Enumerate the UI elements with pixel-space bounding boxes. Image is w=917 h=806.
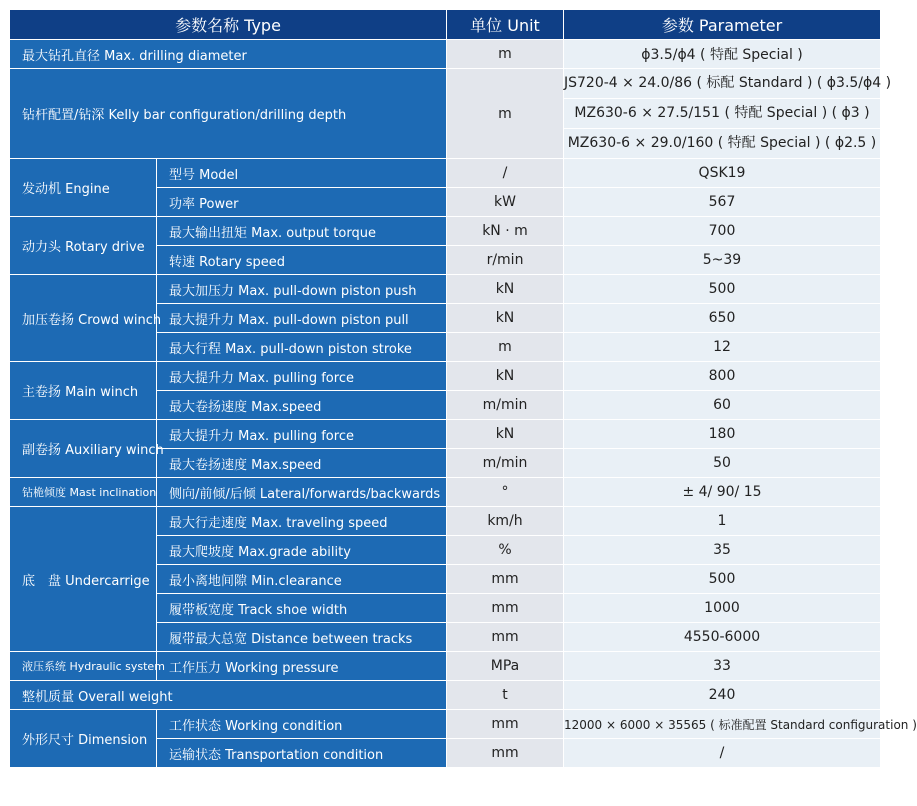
unit-cell: m/min (447, 391, 564, 420)
value-cell: ± 4/ 90/ 15 (564, 478, 881, 507)
row-label-engine: 发动机 Engine (10, 159, 157, 217)
row-label-kelly-bar: 钻杆配置/钻深 Kelly bar configuration/drilling depth (10, 69, 447, 159)
value-cell: 700 (564, 217, 881, 246)
table-row (10, 507, 881, 536)
unit-cell: km/h (447, 507, 564, 536)
value-cell: 60 (564, 391, 881, 420)
table-row (10, 275, 881, 304)
table-row (10, 478, 881, 507)
sub-label-transportation-condition: 运输状态 Transportation condition (157, 739, 447, 768)
sub-label-track-distance: 履带最大总宽 Distance between tracks (157, 623, 447, 652)
row-label-overall-weight: 整机质量 Overall weight (10, 681, 447, 710)
sub-label-power: 功率 Power (157, 188, 447, 217)
value-cell: 567 (564, 188, 881, 217)
kelly-value-3: MZ630-6 × 29.0/160 ( 特配 Special ) ( ϕ2.5 ) (567, 135, 877, 151)
header-unit: 单位 Unit (447, 10, 564, 40)
unit-cell: r/min (447, 246, 564, 275)
value-cell: 4550-6000 (564, 623, 881, 652)
value-cell: 12000 × 6000 × 35565 ( 标准配置 Standard configuration ) (564, 710, 881, 739)
kelly-values (564, 69, 892, 159)
sub-label-inclination: 侧向/前倾/后倾 Lateral/forwards/backwards (157, 478, 447, 507)
value-cell: 50 (564, 449, 881, 478)
unit-cell: mm (447, 565, 564, 594)
sub-label-pulling-force: 最大提升力 Max. pulling force (157, 420, 447, 449)
table-row (10, 362, 881, 391)
unit-cell: kN (447, 275, 564, 304)
row-label-dimension: 外形尺寸 Dimension (10, 710, 157, 768)
header-type: 参数名称 Type (10, 10, 447, 40)
unit-cell: m (447, 333, 564, 362)
sub-label-grade-ability: 最大爬坡度 Max.grade ability (157, 536, 447, 565)
table-row (10, 652, 881, 681)
unit-cell: mm (447, 710, 564, 739)
header-row (10, 10, 881, 40)
value-cell: 1 (564, 507, 881, 536)
unit-cell: kW (447, 188, 564, 217)
sub-label-working-pressure: 工作压力 Working pressure (157, 652, 447, 681)
unit-cell: mm (447, 594, 564, 623)
table-row (10, 159, 881, 188)
value-cell: 650 (564, 304, 881, 333)
sub-label-model: 型号 Model (157, 159, 447, 188)
sub-label-track-shoe: 履带板宽度 Track shoe width (157, 594, 447, 623)
header-parameter: 参数 Parameter (564, 10, 881, 40)
sub-label-stroke: 最大行程 Max. pull-down piston stroke (157, 333, 447, 362)
unit-cell: m (447, 69, 564, 159)
row-label-mast-inclination: 钻桅倾度 Mast inclination (10, 478, 157, 507)
table-row (10, 710, 881, 739)
row-label-hydraulic-system: 液压系统 Hydraulic system (10, 652, 157, 681)
sub-label-travel-speed: 最大行走速度 Max. traveling speed (157, 507, 447, 536)
unit-cell: mm (447, 623, 564, 652)
row-label-main-winch: 主卷扬 Main winch (10, 362, 157, 420)
value-cell: 1000 (564, 594, 881, 623)
table-row (10, 40, 881, 69)
value-cell: 180 (564, 420, 881, 449)
unit-cell: kN (447, 420, 564, 449)
value-cell: 5~39 (564, 246, 881, 275)
row-label-undercarriage: 底 盘 Undercarrige (10, 507, 157, 652)
sub-label-pull: 最大提升力 Max. pull-down piston pull (157, 304, 447, 333)
row-label-auxiliary-winch: 副卷扬 Auxiliary winch (10, 420, 157, 478)
unit-cell: kN · m (447, 217, 564, 246)
unit-cell: kN (447, 304, 564, 333)
spec-table (9, 9, 917, 768)
sub-label-winch-speed: 最大卷扬速度 Max.speed (157, 391, 447, 420)
table-row (10, 217, 881, 246)
unit-cell: t (447, 681, 564, 710)
value-cell: ϕ3.5/ϕ4 ( 特配 Special ) (564, 40, 881, 69)
row-label-rotary-drive: 动力头 Rotary drive (10, 217, 157, 275)
unit-cell: mm (447, 739, 564, 768)
value-cell: 33 (564, 652, 881, 681)
unit-cell: ° (447, 478, 564, 507)
row-label-crowd-winch: 加压卷扬 Crowd winch (10, 275, 157, 362)
table-row (10, 69, 881, 159)
unit-cell: kN (447, 362, 564, 391)
sub-label-torque: 最大输出扭矩 Max. output torque (157, 217, 447, 246)
value-cell: / (564, 739, 881, 768)
sub-label-push: 最大加压力 Max. pull-down piston push (157, 275, 447, 304)
sub-label-working-condition: 工作状态 Working condition (157, 710, 447, 739)
unit-cell: m (447, 40, 564, 69)
row-label-max-drilling-diameter: 最大钻孔直径 Max. drilling diameter (10, 40, 447, 69)
kelly-value-2: MZ630-6 × 27.5/151 ( 特配 Special ) ( ϕ3 ) (564, 99, 880, 129)
sub-label-rotary-speed: 转速 Rotary speed (157, 246, 447, 275)
sub-label-clearance: 最小离地间隙 Min.clearance (157, 565, 447, 594)
unit-cell: m/min (447, 449, 564, 478)
value-cell: 500 (564, 565, 881, 594)
unit-cell: % (447, 536, 564, 565)
value-cell: QSK19 (564, 159, 881, 188)
unit-cell: MPa (447, 652, 564, 681)
sub-label-winch-speed: 最大卷扬速度 Max.speed (157, 449, 447, 478)
table-row (10, 420, 881, 449)
table-row (10, 681, 881, 710)
sub-label-pulling-force: 最大提升力 Max. pulling force (157, 362, 447, 391)
value-cell: 500 (564, 275, 881, 304)
value-cell: 35 (564, 536, 881, 565)
value-cell: 240 (564, 681, 881, 710)
value-cell: 12 (564, 333, 881, 362)
unit-cell: / (447, 159, 564, 188)
value-cell: 800 (564, 362, 881, 391)
kelly-value-1: JS720-4 × 24.0/86 ( 标配 Standard ) ( ϕ3.5/ϕ4 ) (564, 69, 880, 99)
